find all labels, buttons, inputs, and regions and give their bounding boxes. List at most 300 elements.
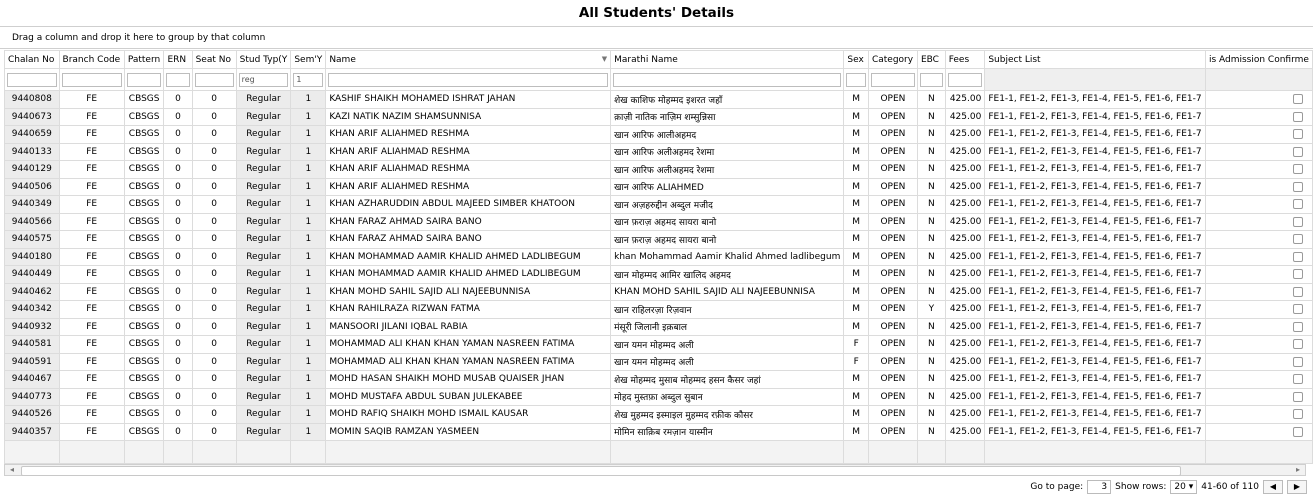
pager [1030,480,1307,494]
filter-input[interactable] [293,73,323,87]
table-cell: CBSGS [124,213,164,231]
table-cell: CBSGS [124,283,164,301]
table-cell: 0 [164,91,192,109]
table-cell: MOHD HASAN SHAIKH MOHD MUSAB QUAISER JHAN [326,371,611,389]
table-cell: Regular [236,318,291,336]
filter-cell [917,69,945,91]
table-cell: M [844,231,869,249]
filter-input[interactable] [166,73,189,87]
table-cell: FE1-1, FE1-2, FE1-3, FE1-4, FE1-5, FE1-6, FE1-7 [985,301,1206,319]
filter-input[interactable] [871,73,915,87]
admission-confirm-checkbox[interactable] [1293,182,1303,192]
table-cell: FE [59,196,124,214]
summary-cell [59,441,124,464]
admission-confirm-checkbox[interactable] [1293,252,1303,262]
page-title: All Students' Details [0,0,1313,27]
table-cell: 9440342 [5,301,60,319]
table-cell: FE1-1, FE1-2, FE1-3, FE1-4, FE1-5, FE1-6, FE1-7 [985,178,1206,196]
column-header[interactable] [291,51,326,69]
filter-input[interactable] [948,73,983,87]
table-cell: Regular [236,406,291,424]
table-cell: M [844,196,869,214]
column-header-label: Sex [847,54,864,65]
table-cell: 9440581 [5,336,60,354]
filter-input[interactable] [613,73,841,87]
table-cell: CBSGS [124,353,164,371]
admission-confirm-checkbox[interactable] [1293,112,1303,122]
table-cell: खान आरिफ अलीअहमद रेशमा [611,143,844,161]
table-cell: FE1-1, FE1-2, FE1-3, FE1-4, FE1-5, FE1-6, FE1-7 [985,388,1206,406]
table-cell: 9440932 [5,318,60,336]
table-cell: KHAN FARAZ AHMAD SAIRA BANO [326,231,611,249]
table-cell: 0 [164,231,192,249]
table-cell: FE1-1, FE1-2, FE1-3, FE1-4, FE1-5, FE1-6, FE1-7 [985,196,1206,214]
table-cell: M [844,283,869,301]
table-cell: 0 [164,318,192,336]
table-cell: 1 [291,248,326,266]
table-cell: खान फ़राज़ अहमद सायरा बानो [611,213,844,231]
admission-confirm-checkbox[interactable] [1293,427,1303,437]
column-header-label: Chalan No [8,54,55,65]
table-cell: 9440575 [5,231,60,249]
admission-confirm-checkbox[interactable] [1293,217,1303,227]
table-cell: 425.00 [945,91,985,109]
table-cell: 9440566 [5,213,60,231]
admission-confirm-cell [1205,143,1312,161]
table-cell: 0 [192,143,236,161]
table-cell: CBSGS [124,248,164,266]
table-cell: Regular [236,196,291,214]
table-cell: OPEN [868,213,917,231]
table-row[interactable] [5,406,1313,424]
summary-cell [611,441,844,464]
table-cell: 0 [192,406,236,424]
table-cell: F [844,353,869,371]
table-cell: 0 [192,353,236,371]
summary-cell [326,441,611,464]
table-cell: CBSGS [124,266,164,284]
group-drop-zone[interactable] [0,27,1313,49]
table-cell: 9440659 [5,126,60,144]
summary-cell [1205,441,1312,464]
table-cell: शेख मोहम्मद मुसाब मोहम्मद हसन कैसर जहां [611,371,844,389]
table-cell: FE [59,248,124,266]
table-cell: KHAN AZHARUDDIN ABDUL MAJEED SIMBER KHATOON [326,196,611,214]
table-cell: KHAN FARAZ AHMAD SAIRA BANO [326,213,611,231]
table-cell: M [844,301,869,319]
table-cell: 425.00 [945,336,985,354]
table-row[interactable] [5,161,1313,179]
table-cell: FE [59,301,124,319]
column-header[interactable] [868,51,917,69]
table-cell: CBSGS [124,318,164,336]
table-cell: 0 [192,231,236,249]
table-row[interactable] [5,353,1313,371]
table-cell: N [917,213,945,231]
table-cell: 0 [164,336,192,354]
admission-confirm-cell [1205,388,1312,406]
table-cell: CBSGS [124,178,164,196]
table-cell: N [917,336,945,354]
table-cell: CBSGS [124,406,164,424]
table-row[interactable] [5,196,1313,214]
filter-cell [164,69,192,91]
table-cell: 9440673 [5,108,60,126]
table-cell: MOHAMMAD ALI KHAN KHAN YAMAN NASREEN FATIMA [326,353,611,371]
filter-cell [291,69,326,91]
table-cell: F [844,336,869,354]
table-cell: 425.00 [945,231,985,249]
admission-confirm-cell [1205,301,1312,319]
table-cell: N [917,178,945,196]
table-cell: FE [59,336,124,354]
table-cell: 9440526 [5,406,60,424]
table-cell: 425.00 [945,318,985,336]
table-cell: 1 [291,318,326,336]
admission-confirm-checkbox[interactable] [1293,287,1303,297]
table-cell: 0 [192,301,236,319]
table-cell: M [844,143,869,161]
table-row[interactable] [5,91,1313,109]
table-cell: Regular [236,126,291,144]
summary-cell [291,441,326,464]
table-cell: 1 [291,108,326,126]
table-cell: 9440808 [5,91,60,109]
table-cell: N [917,91,945,109]
table-cell: FE1-1, FE1-2, FE1-3, FE1-4, FE1-5, FE1-6, FE1-7 [985,213,1206,231]
table-row[interactable] [5,126,1313,144]
chevron-down-icon: ▾ [1188,482,1194,492]
table-cell: 0 [192,388,236,406]
table-cell: FE1-1, FE1-2, FE1-3, FE1-4, FE1-5, FE1-6, FE1-7 [985,248,1206,266]
table-cell: 1 [291,213,326,231]
table-cell: 1 [291,353,326,371]
summary-cell [192,441,236,464]
table-row[interactable] [5,213,1313,231]
next-page-button[interactable]: ▶ [1287,480,1307,494]
table-cell: CBSGS [124,196,164,214]
summary-cell [917,441,945,464]
table-cell: OPEN [868,231,917,249]
summary-cell [844,441,869,464]
admission-confirm-cell [1205,108,1312,126]
filter-input[interactable] [328,73,608,87]
admission-confirm-cell [1205,161,1312,179]
summary-cell [164,441,192,464]
table-cell: 0 [192,318,236,336]
filter-input[interactable] [239,73,289,87]
table-cell: M [844,126,869,144]
sort-down-icon[interactable]: ▼ [601,54,608,63]
table-cell: 425.00 [945,406,985,424]
filter-cell [1205,69,1312,91]
table-cell: OPEN [868,336,917,354]
table-cell: 0 [164,178,192,196]
column-header[interactable] [844,51,869,69]
table-cell: 1 [291,336,326,354]
table-cell: FE [59,91,124,109]
table-cell: Regular [236,353,291,371]
table-cell: N [917,196,945,214]
table-cell: CBSGS [124,143,164,161]
filter-input[interactable] [846,73,866,87]
admission-confirm-cell [1205,266,1312,284]
table-cell: 0 [164,213,192,231]
table-row[interactable] [5,336,1313,354]
column-header[interactable] [5,51,60,69]
column-header[interactable] [611,51,844,69]
table-cell: 9440129 [5,161,60,179]
table-cell: 0 [164,388,192,406]
table-cell: 0 [192,266,236,284]
table-cell: FE [59,178,124,196]
table-cell: 0 [164,161,192,179]
scroll-right-icon[interactable]: ▸ [1295,465,1300,474]
admission-confirm-checkbox[interactable] [1293,392,1303,402]
column-header[interactable] [985,51,1206,69]
table-cell: FE1-1, FE1-2, FE1-3, FE1-4, FE1-5, FE1-6, FE1-7 [985,406,1206,424]
column-header[interactable] [945,51,985,69]
table-cell: CBSGS [124,336,164,354]
table-cell: OPEN [868,266,917,284]
table-cell: 425.00 [945,371,985,389]
table-cell: OPEN [868,178,917,196]
table-cell: खान मोहम्मद आमिर खालिद अहमद [611,266,844,284]
table-cell: Y [917,301,945,319]
table-cell: OPEN [868,388,917,406]
admission-confirm-cell [1205,91,1312,109]
table-cell: 0 [164,301,192,319]
filter-input[interactable] [920,73,943,87]
table-cell: 425.00 [945,423,985,441]
show-rows-select[interactable] [1170,480,1197,494]
admission-confirm-cell [1205,196,1312,214]
table-cell: खान आरिफ ALIAHMED [611,178,844,196]
table-row[interactable] [5,178,1313,196]
table-cell: CBSGS [124,161,164,179]
table-cell: 1 [291,388,326,406]
summary-cell [945,441,985,464]
table-cell: M [844,371,869,389]
admission-confirm-checkbox[interactable] [1293,304,1303,314]
filter-input[interactable] [7,73,57,87]
table-cell: Regular [236,143,291,161]
table-cell: 425.00 [945,283,985,301]
page-range: 41-60 of 110 [1201,482,1259,492]
table-cell: FE [59,353,124,371]
table-cell: 0 [164,371,192,389]
table-row[interactable] [5,301,1313,319]
admission-confirm-cell [1205,231,1312,249]
table-cell: 9440357 [5,423,60,441]
table-cell: क़ाज़ी नातिक नाज़िम शम्सुन्निसा [611,108,844,126]
table-cell: 1 [291,196,326,214]
table-cell: OPEN [868,283,917,301]
table-cell: FE1-1, FE1-2, FE1-3, FE1-4, FE1-5, FE1-6, FE1-7 [985,423,1206,441]
table-cell: 1 [291,406,326,424]
table-cell: MOHD RAFIQ SHAIKH MOHD ISMAIL KAUSAR [326,406,611,424]
summary-cell [236,441,291,464]
admission-confirm-checkbox[interactable] [1293,339,1303,349]
table-cell: 9440349 [5,196,60,214]
table-cell: FE1-1, FE1-2, FE1-3, FE1-4, FE1-5, FE1-6, FE1-7 [985,143,1206,161]
column-header[interactable] [164,51,192,69]
table-cell: Regular [236,266,291,284]
column-header-label: Subject List [988,54,1041,65]
filter-cell [945,69,985,91]
table-cell: FE1-1, FE1-2, FE1-3, FE1-4, FE1-5, FE1-6, FE1-7 [985,336,1206,354]
column-header-label: is Admission Confirme [1208,54,1309,65]
table-cell: KHAN ARIF ALIAHMED RESHMA [326,178,611,196]
table-cell: FE [59,213,124,231]
table-row[interactable] [5,283,1313,301]
table-row[interactable] [5,388,1313,406]
goto-page-input[interactable]: 3 [1087,480,1111,494]
table-cell: M [844,248,869,266]
table-cell: KHAN RAHILRAZA RIZWAN FATMA [326,301,611,319]
column-header[interactable] [236,51,291,69]
table-cell: 0 [192,248,236,266]
table-cell: FE [59,406,124,424]
table-row[interactable] [5,318,1313,336]
table-cell: OPEN [868,301,917,319]
horizontal-scrollbar[interactable] [4,464,1306,476]
admission-confirm-checkbox[interactable] [1293,164,1303,174]
table-cell: FE1-1, FE1-2, FE1-3, FE1-4, FE1-5, FE1-6, FE1-7 [985,353,1206,371]
table-cell: 9440449 [5,266,60,284]
prev-page-button[interactable]: ◀ [1263,480,1283,494]
table-cell: N [917,353,945,371]
filter-input[interactable] [195,73,234,87]
column-header[interactable] [192,51,236,69]
table-cell: 425.00 [945,178,985,196]
table-cell: FE [59,143,124,161]
table-row[interactable] [5,371,1313,389]
show-rows-value: 20 [1174,482,1186,492]
table-cell: 0 [192,161,236,179]
filter-cell [59,69,124,91]
table-cell: MOHAMMAD ALI KHAN KHAN YAMAN NASREEN FATIMA [326,336,611,354]
table-cell: FE [59,423,124,441]
table-cell: N [917,248,945,266]
table-cell: KHAN MOHAMMAD AAMIR KHALID AHMED LADLIBEGUM [326,266,611,284]
table-cell: CBSGS [124,231,164,249]
table-cell: 1 [291,178,326,196]
table-row[interactable] [5,231,1313,249]
table-cell: N [917,423,945,441]
admission-confirm-cell [1205,283,1312,301]
table-cell: FE [59,266,124,284]
column-header-label: Fees [948,54,970,65]
scroll-left-icon[interactable]: ◂ [9,465,14,474]
table-row[interactable] [5,108,1313,126]
table-cell: M [844,266,869,284]
table-cell: 9440180 [5,248,60,266]
table-row[interactable] [5,143,1313,161]
table-cell: Regular [236,388,291,406]
admission-confirm-checkbox[interactable] [1293,94,1303,104]
filter-input[interactable] [62,73,122,87]
column-header[interactable] [59,51,124,69]
table-cell: 425.00 [945,388,985,406]
table-cell: FE [59,126,124,144]
table-cell: 1 [291,161,326,179]
table-cell: FE1-1, FE1-2, FE1-3, FE1-4, FE1-5, FE1-6, FE1-7 [985,371,1206,389]
admission-confirm-cell [1205,406,1312,424]
column-header-label: Pattern [127,54,161,65]
column-header-label: Name [329,54,356,65]
table-cell: 9440462 [5,283,60,301]
column-header[interactable] [917,51,945,69]
table-cell: 0 [164,126,192,144]
admission-confirm-checkbox[interactable] [1293,357,1303,367]
filter-cell [236,69,291,91]
column-header[interactable] [1205,51,1312,69]
table-cell: 9440506 [5,178,60,196]
table-cell: 0 [192,126,236,144]
table-cell: Regular [236,423,291,441]
admission-confirm-cell [1205,213,1312,231]
table-cell: 425.00 [945,213,985,231]
table-cell: N [917,406,945,424]
table-cell: 425.00 [945,161,985,179]
admission-confirm-checkbox[interactable] [1293,374,1303,384]
scroll-thumb[interactable] [21,466,1181,476]
table-cell: FE1-1, FE1-2, FE1-3, FE1-4, FE1-5, FE1-6, FE1-7 [985,91,1206,109]
table-cell: Regular [236,301,291,319]
table-cell: FE [59,283,124,301]
table-cell: OPEN [868,318,917,336]
column-header-label: EBC [920,54,939,65]
admission-confirm-checkbox[interactable] [1293,269,1303,279]
admission-confirm-checkbox[interactable] [1293,234,1303,244]
table-cell: खान यमन मोहम्मद अली [611,336,844,354]
admission-confirm-checkbox[interactable] [1293,322,1303,332]
table-cell: Regular [236,108,291,126]
filter-input[interactable] [127,73,162,87]
admission-confirm-cell [1205,248,1312,266]
table-cell: 1 [291,371,326,389]
table-cell: KHAN MOHAMMAD AAMIR KHALID AHMED LADLIBEGUM [326,248,611,266]
table-cell: खान फ़राज़ अहमद सायरा बानो [611,231,844,249]
admission-confirm-checkbox[interactable] [1293,129,1303,139]
table-cell: 9440591 [5,353,60,371]
column-header[interactable] [124,51,164,69]
table-cell: 425.00 [945,353,985,371]
table-cell: 0 [164,143,192,161]
table-cell: N [917,126,945,144]
table-cell: 0 [192,196,236,214]
table-cell: 0 [164,406,192,424]
admission-confirm-checkbox[interactable] [1293,147,1303,157]
column-header[interactable] [326,51,611,69]
admission-confirm-checkbox[interactable] [1293,409,1303,419]
column-header-label: Stud Typ(Y [239,54,288,65]
table-cell: 1 [291,283,326,301]
table-cell: FE [59,371,124,389]
admission-confirm-checkbox[interactable] [1293,199,1303,209]
table-cell: FE1-1, FE1-2, FE1-3, FE1-4, FE1-5, FE1-6, FE1-7 [985,318,1206,336]
table-row[interactable] [5,266,1313,284]
table-cell: M [844,213,869,231]
filter-cell [124,69,164,91]
table-row[interactable] [5,248,1313,266]
table-cell: M [844,388,869,406]
table-cell: KHAN ARIF ALIAHMED RESHMA [326,126,611,144]
table-row[interactable] [5,423,1313,441]
table-cell: Regular [236,371,291,389]
table-cell: Regular [236,231,291,249]
